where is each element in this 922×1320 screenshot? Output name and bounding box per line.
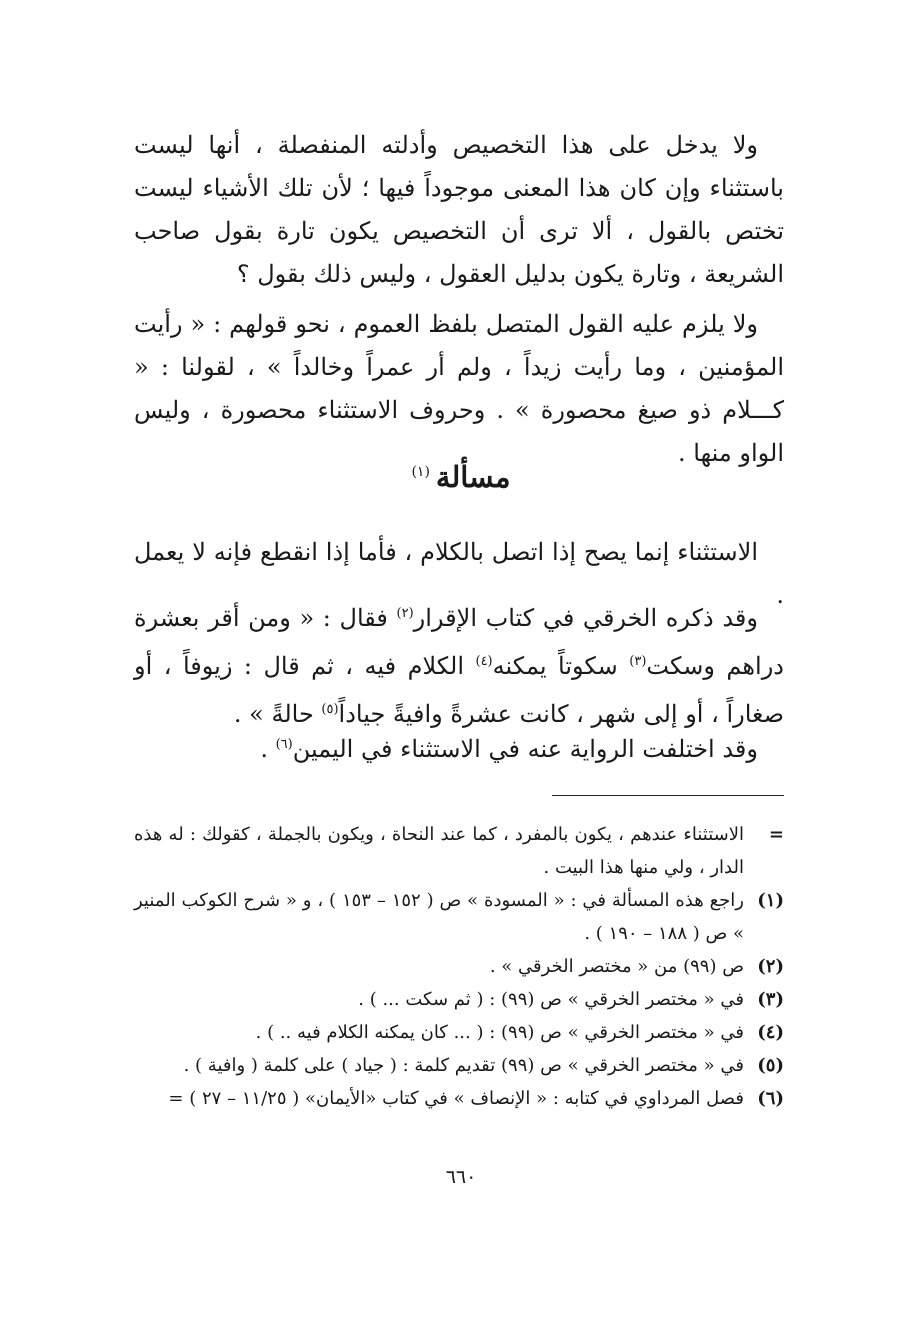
footnote-mark: (١) (757, 890, 784, 911)
footnote-ref-5: (٥) (321, 702, 339, 717)
footnote-ref-2: (٢) (396, 606, 414, 621)
paragraph-4-part-c: سكوتاً يمكنه (492, 652, 630, 680)
paragraph-5-part-a: وقد اختلفت الرواية عنه في الاستثناء في اليمين (292, 735, 758, 763)
footnote-text: الاستثناء عندهم ، يكون بالمفرد ، كما عند النحاة ، ويكون بالجملة ، كقولك : له هذه الدار ، ولي منها هذا البيت . (134, 824, 744, 878)
footnote-6 (134, 1082, 784, 1115)
footnote-text: فصل المرداوي في كتابه : « الإنصاف » في كتاب «الأيمان» ( ١١/٢٥ – ٢٧ ) = (168, 1088, 744, 1109)
paragraph-4-part-b: فقال : « ومن أقر بعشرة دراهم وسكت (134, 604, 784, 680)
paragraph-5-part-b: . (260, 735, 276, 763)
footnotes-section (134, 818, 784, 1115)
paragraph-1: ولا يدخل على هذا التخصيص وأدلته المنفصلة ، أنها ليست باستثناء وإن كان هذا المعنى موجوداً فيها ؛ لأن تلك الأشياء ليست تختص بالقول ، ألا ترى أن التخصيص يكون تارة بقول صاحب الشريعة ، وتارة يكون بدليل العقول ، وليس ذلك بقول ؟ (134, 131, 784, 288)
footnote-separator (552, 795, 784, 796)
footnote-text: في « مختصر الخرقي » ص (٩٩) : ( ... كان يمكنه الكلام فيه .. ) . (255, 1022, 744, 1043)
footnote-text: ص (٩٩) من « مختصر الخرقي » . (489, 956, 744, 977)
footnote-text: في « مختصر الخرقي » ص (٩٩) تقديم كلمة : ( جياد ) على كلمة ( وافية ) . (183, 1055, 744, 1076)
section-heading (0, 460, 922, 494)
footnote-3 (134, 983, 784, 1016)
footnote-mark: (٤) (757, 1022, 784, 1043)
page-number: ٦٦٠ (445, 1166, 477, 1188)
paragraph-2: ولا يلزم عليه القول المتصل بلفظ العموم ، نحو قولهم : « رأيت المؤمنين ، وما رأيت زيداً ، ولم أر عمراً وخالداً » ، لقولنا : « كـــلام ذو صيغ محصورة » . وحروف الاستثناء محصورة ، وليس الواو منها . (134, 310, 784, 467)
paragraph-4 (134, 592, 784, 736)
footnote-ref-4: (٤) (475, 654, 493, 669)
footnote-2 (134, 950, 784, 983)
main-text-block-4 (134, 592, 784, 736)
footnote-text: في « مختصر الخرقي » ص (٩٩) : ( ثم سكت ... ) . (358, 989, 744, 1010)
paragraph-4-part-d: الكلام فيه ، ثم قال : زيوفاً ، أو صغاراً ، أو إلى شهر ، كانت عشرةً وافيةً جياداً (134, 652, 784, 728)
footnote-ref-3: (٣) (629, 654, 647, 669)
paragraph-4-part-e: حالةً » . (233, 700, 322, 728)
footnote-mark: (٣) (757, 989, 784, 1010)
footnote-mark: = (768, 824, 784, 845)
main-text-block-5 (134, 723, 784, 771)
footnote-mark: (٢) (757, 956, 784, 977)
footnote-ref-6: (٦) (275, 737, 293, 752)
heading-title: مسألة (435, 460, 511, 494)
footnote-continuation (134, 818, 784, 884)
footnote-5 (134, 1049, 784, 1082)
paragraph-5 (134, 723, 784, 771)
footnote-mark: (٦) (757, 1088, 784, 1109)
footnote-text: راجع هذه المسألة في : « المسودة » ص ( ١٥٢ – ١٥٣ ) ، و « شرح الكوكب المنير » ص ( ١٨٨ – ١٩٠ ) . (134, 890, 744, 944)
paragraph-3: الاستثناء إنما يصح إذا اتصل بالكلام ، فأما إذا انقطع فإنه لا يعمل . (134, 538, 784, 609)
footnote-mark: (٥) (757, 1055, 784, 1076)
paragraph-4-part-a: وقد ذكره الخرقي في كتاب الإقرار (413, 604, 758, 632)
footnote-1 (134, 884, 784, 950)
main-text-block-2 (134, 303, 784, 475)
footnote-4 (134, 1016, 784, 1049)
main-text-block-1 (134, 124, 784, 296)
heading-footnote-ref: (١) (411, 464, 430, 481)
